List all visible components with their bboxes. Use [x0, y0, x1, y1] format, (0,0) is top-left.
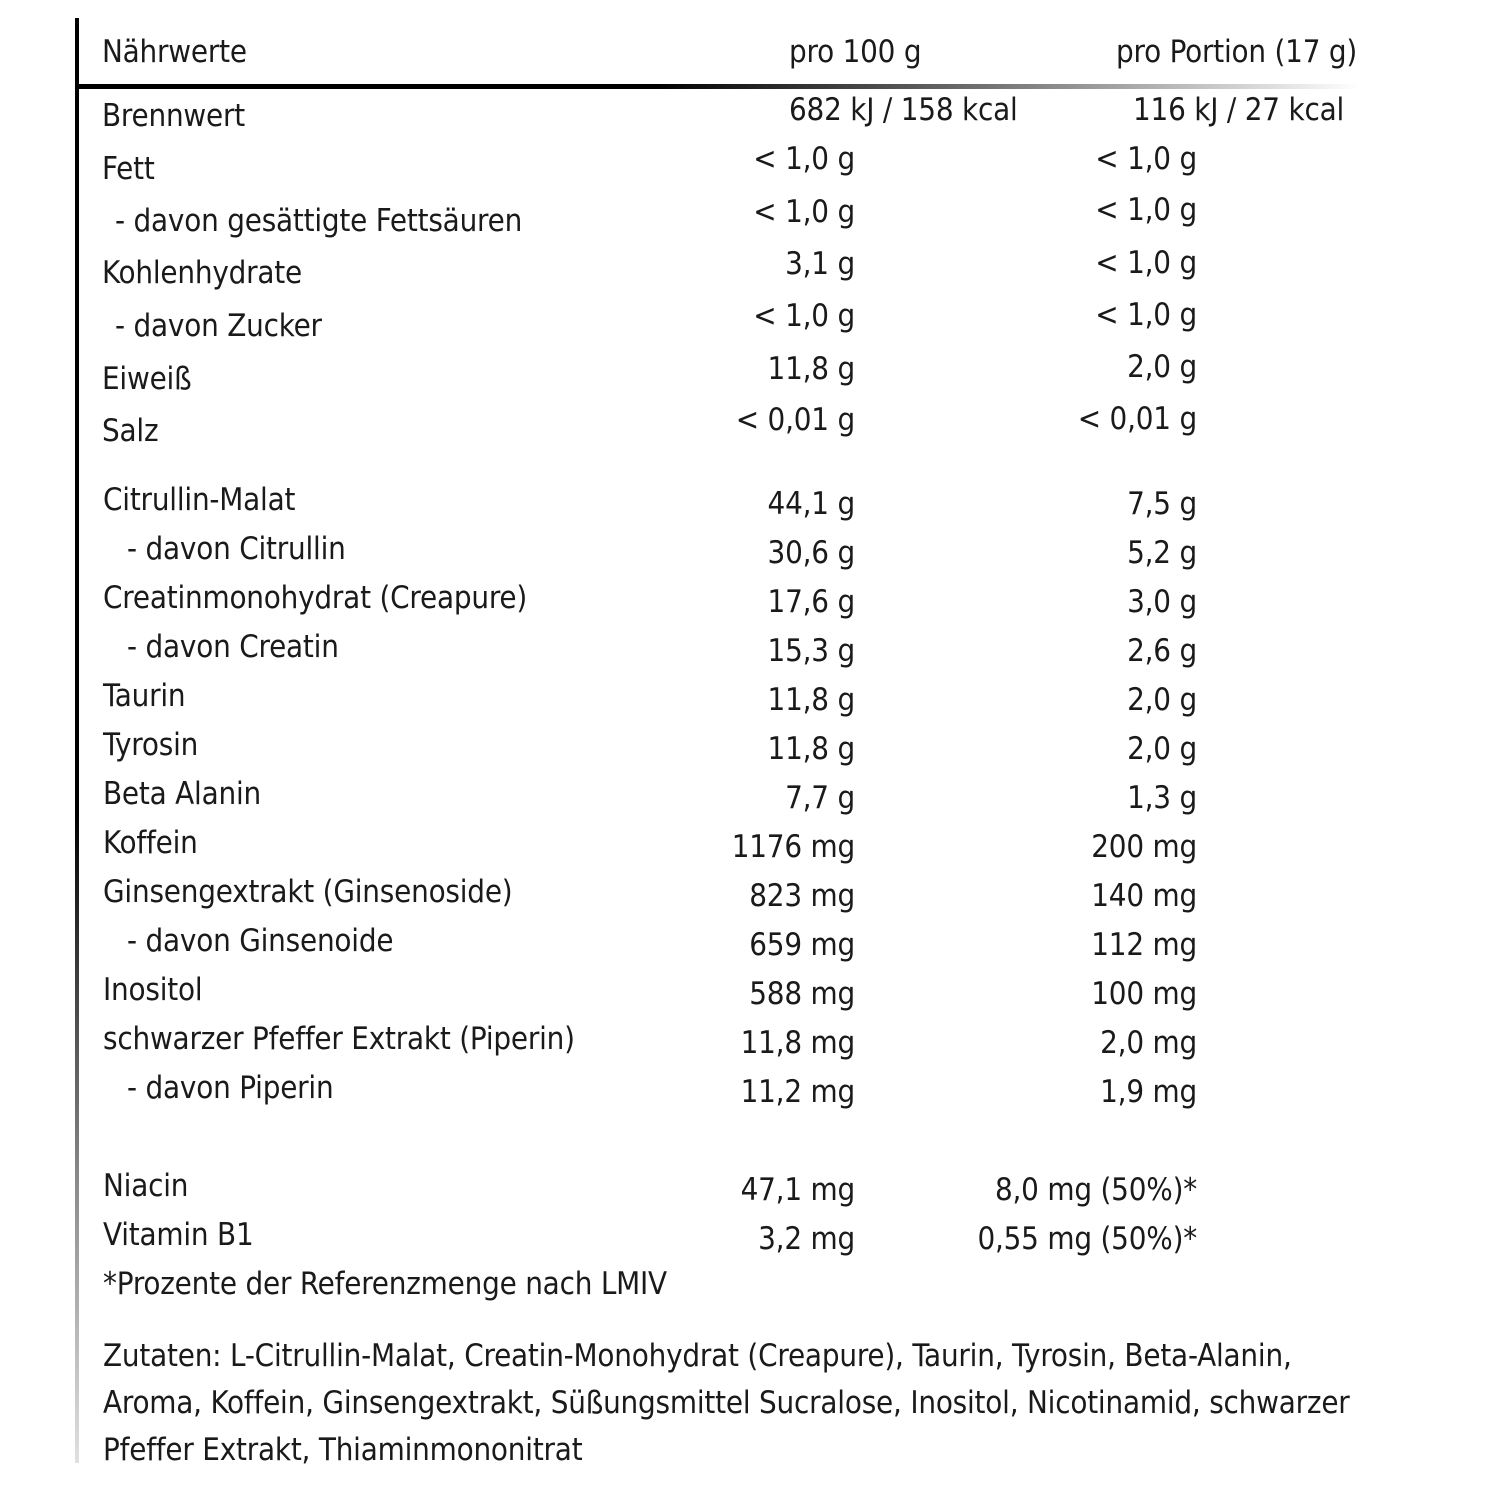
row-value-per-100g: 11,2 mg: [740, 1074, 855, 1110]
row-label: - davon Creatin: [127, 629, 339, 665]
row-label: Koffein: [103, 825, 198, 861]
header-col-per-100g: pro 100 g: [789, 34, 922, 70]
ingredients-text: Zutaten: L-Citrullin-Malat, Creatin-Monohydrat (Creapure), Taurin, Tyrosin, Beta-Alanin, Aroma, Koffein, Ginsengextrakt, Süßungsmittel Sucralose, Inositol, Nicotinamid, schwarzer Pfeffer Extrakt, Thiaminmononitrat: [103, 1338, 1350, 1468]
row-value-per-portion: 3,0 g: [1127, 584, 1197, 620]
row-value-per-portion: < 1,0 g: [1095, 141, 1197, 177]
row-value-per-portion: 140 mg: [1091, 878, 1197, 914]
row-value-per-portion: < 1,0 g: [1095, 192, 1197, 228]
row-value-per-100g: < 0,01 g: [735, 402, 855, 438]
row-label: - davon Citrullin: [127, 531, 346, 567]
row-label: Brennwert: [102, 98, 245, 134]
row-value-per-100g: 7,7 g: [785, 780, 855, 816]
row-value-per-portion: 2,0 g: [1127, 682, 1197, 718]
row-label: Citrullin-Malat: [103, 482, 296, 518]
row-value-per-100g: 11,8 g: [767, 731, 855, 767]
row-label: Tyrosin: [103, 727, 199, 763]
row-label: Beta Alanin: [103, 776, 261, 812]
row-value-per-portion: < 1,0 g: [1095, 245, 1197, 281]
row-label: - davon Piperin: [127, 1070, 334, 1106]
row-value-per-100g: 11,8 g: [767, 351, 855, 387]
row-label: Vitamin B1: [103, 1217, 254, 1253]
row-value-per-portion: < 0,01 g: [1077, 401, 1197, 437]
row-value-per-portion: 5,2 g: [1127, 535, 1197, 571]
row-value-per-portion: 0,55 mg (50%)*: [977, 1221, 1197, 1257]
row-value-per-100g: < 1,0 g: [753, 194, 855, 230]
row-value-per-100g: 1176 mg: [731, 829, 855, 865]
row-value-per-100g: 823 mg: [749, 878, 855, 914]
footnote: *Prozente der Referenzmenge nach LMIV: [103, 1266, 667, 1302]
row-value-per-100g: 588 mg: [749, 976, 855, 1012]
row-value-per-portion: 1,3 g: [1127, 780, 1197, 816]
row-value-per-100g: 659 mg: [749, 927, 855, 963]
row-label: Eiweiß: [102, 361, 192, 397]
row-label: Creatinmonohydrat (Creapure): [103, 580, 528, 616]
row-label: Kohlenhydrate: [102, 255, 303, 291]
row-label: Taurin: [103, 678, 186, 714]
row-value-per-100g: 3,1 g: [785, 246, 855, 282]
row-value-per-portion: 2,0 mg: [1100, 1025, 1197, 1061]
row-value-per-portion: 8,0 mg (50%)*: [994, 1172, 1197, 1208]
row-value-per-100g: < 1,0 g: [753, 141, 855, 177]
left-border-line: [75, 18, 79, 1463]
row-value-per-portion: 7,5 g: [1127, 486, 1197, 522]
row-value-per-portion: 116 kJ / 27 kcal: [1133, 92, 1345, 128]
row-value-per-portion: 100 mg: [1091, 976, 1197, 1012]
row-value-per-portion: 112 mg: [1091, 927, 1197, 963]
header-col-per-portion: pro Portion (17 g): [1116, 34, 1358, 70]
row-label: - davon Zucker: [115, 308, 322, 344]
row-value-per-100g: 3,2 mg: [758, 1221, 855, 1257]
row-label: Salz: [102, 413, 159, 449]
row-value-per-100g: 17,6 g: [767, 584, 855, 620]
row-value-per-100g: 11,8 g: [767, 682, 855, 718]
row-value-per-portion: 2,6 g: [1127, 633, 1197, 669]
row-value-per-portion: < 1,0 g: [1095, 297, 1197, 333]
row-label: - davon Ginsenoide: [127, 923, 394, 959]
row-value-per-100g: 44,1 g: [767, 486, 855, 522]
row-value-per-portion: 1,9 mg: [1100, 1074, 1197, 1110]
row-label: Inositol: [103, 972, 203, 1008]
row-value-per-100g: < 1,0 g: [753, 298, 855, 334]
row-value-per-portion: 200 mg: [1091, 829, 1197, 865]
row-value-per-100g: 15,3 g: [767, 633, 855, 669]
row-label: Niacin: [103, 1168, 189, 1204]
header-label: Nährwerte: [102, 34, 247, 70]
row-value-per-100g: 30,6 g: [767, 535, 855, 571]
header-divider-line: [79, 84, 1359, 89]
row-label: Ginsengextrakt (Ginsenoside): [103, 874, 513, 910]
row-label: - davon gesättigte Fettsäuren: [115, 203, 523, 239]
row-label: Fett: [102, 151, 155, 187]
row-label: schwarzer Pfeffer Extrakt (Piperin): [103, 1021, 575, 1057]
row-value-per-100g: 11,8 mg: [740, 1025, 855, 1061]
row-value-per-portion: 2,0 g: [1127, 731, 1197, 767]
row-value-per-100g: 47,1 mg: [740, 1172, 855, 1208]
row-value-per-100g: 682 kJ / 158 kcal: [789, 92, 1018, 128]
row-value-per-portion: 2,0 g: [1127, 349, 1197, 385]
